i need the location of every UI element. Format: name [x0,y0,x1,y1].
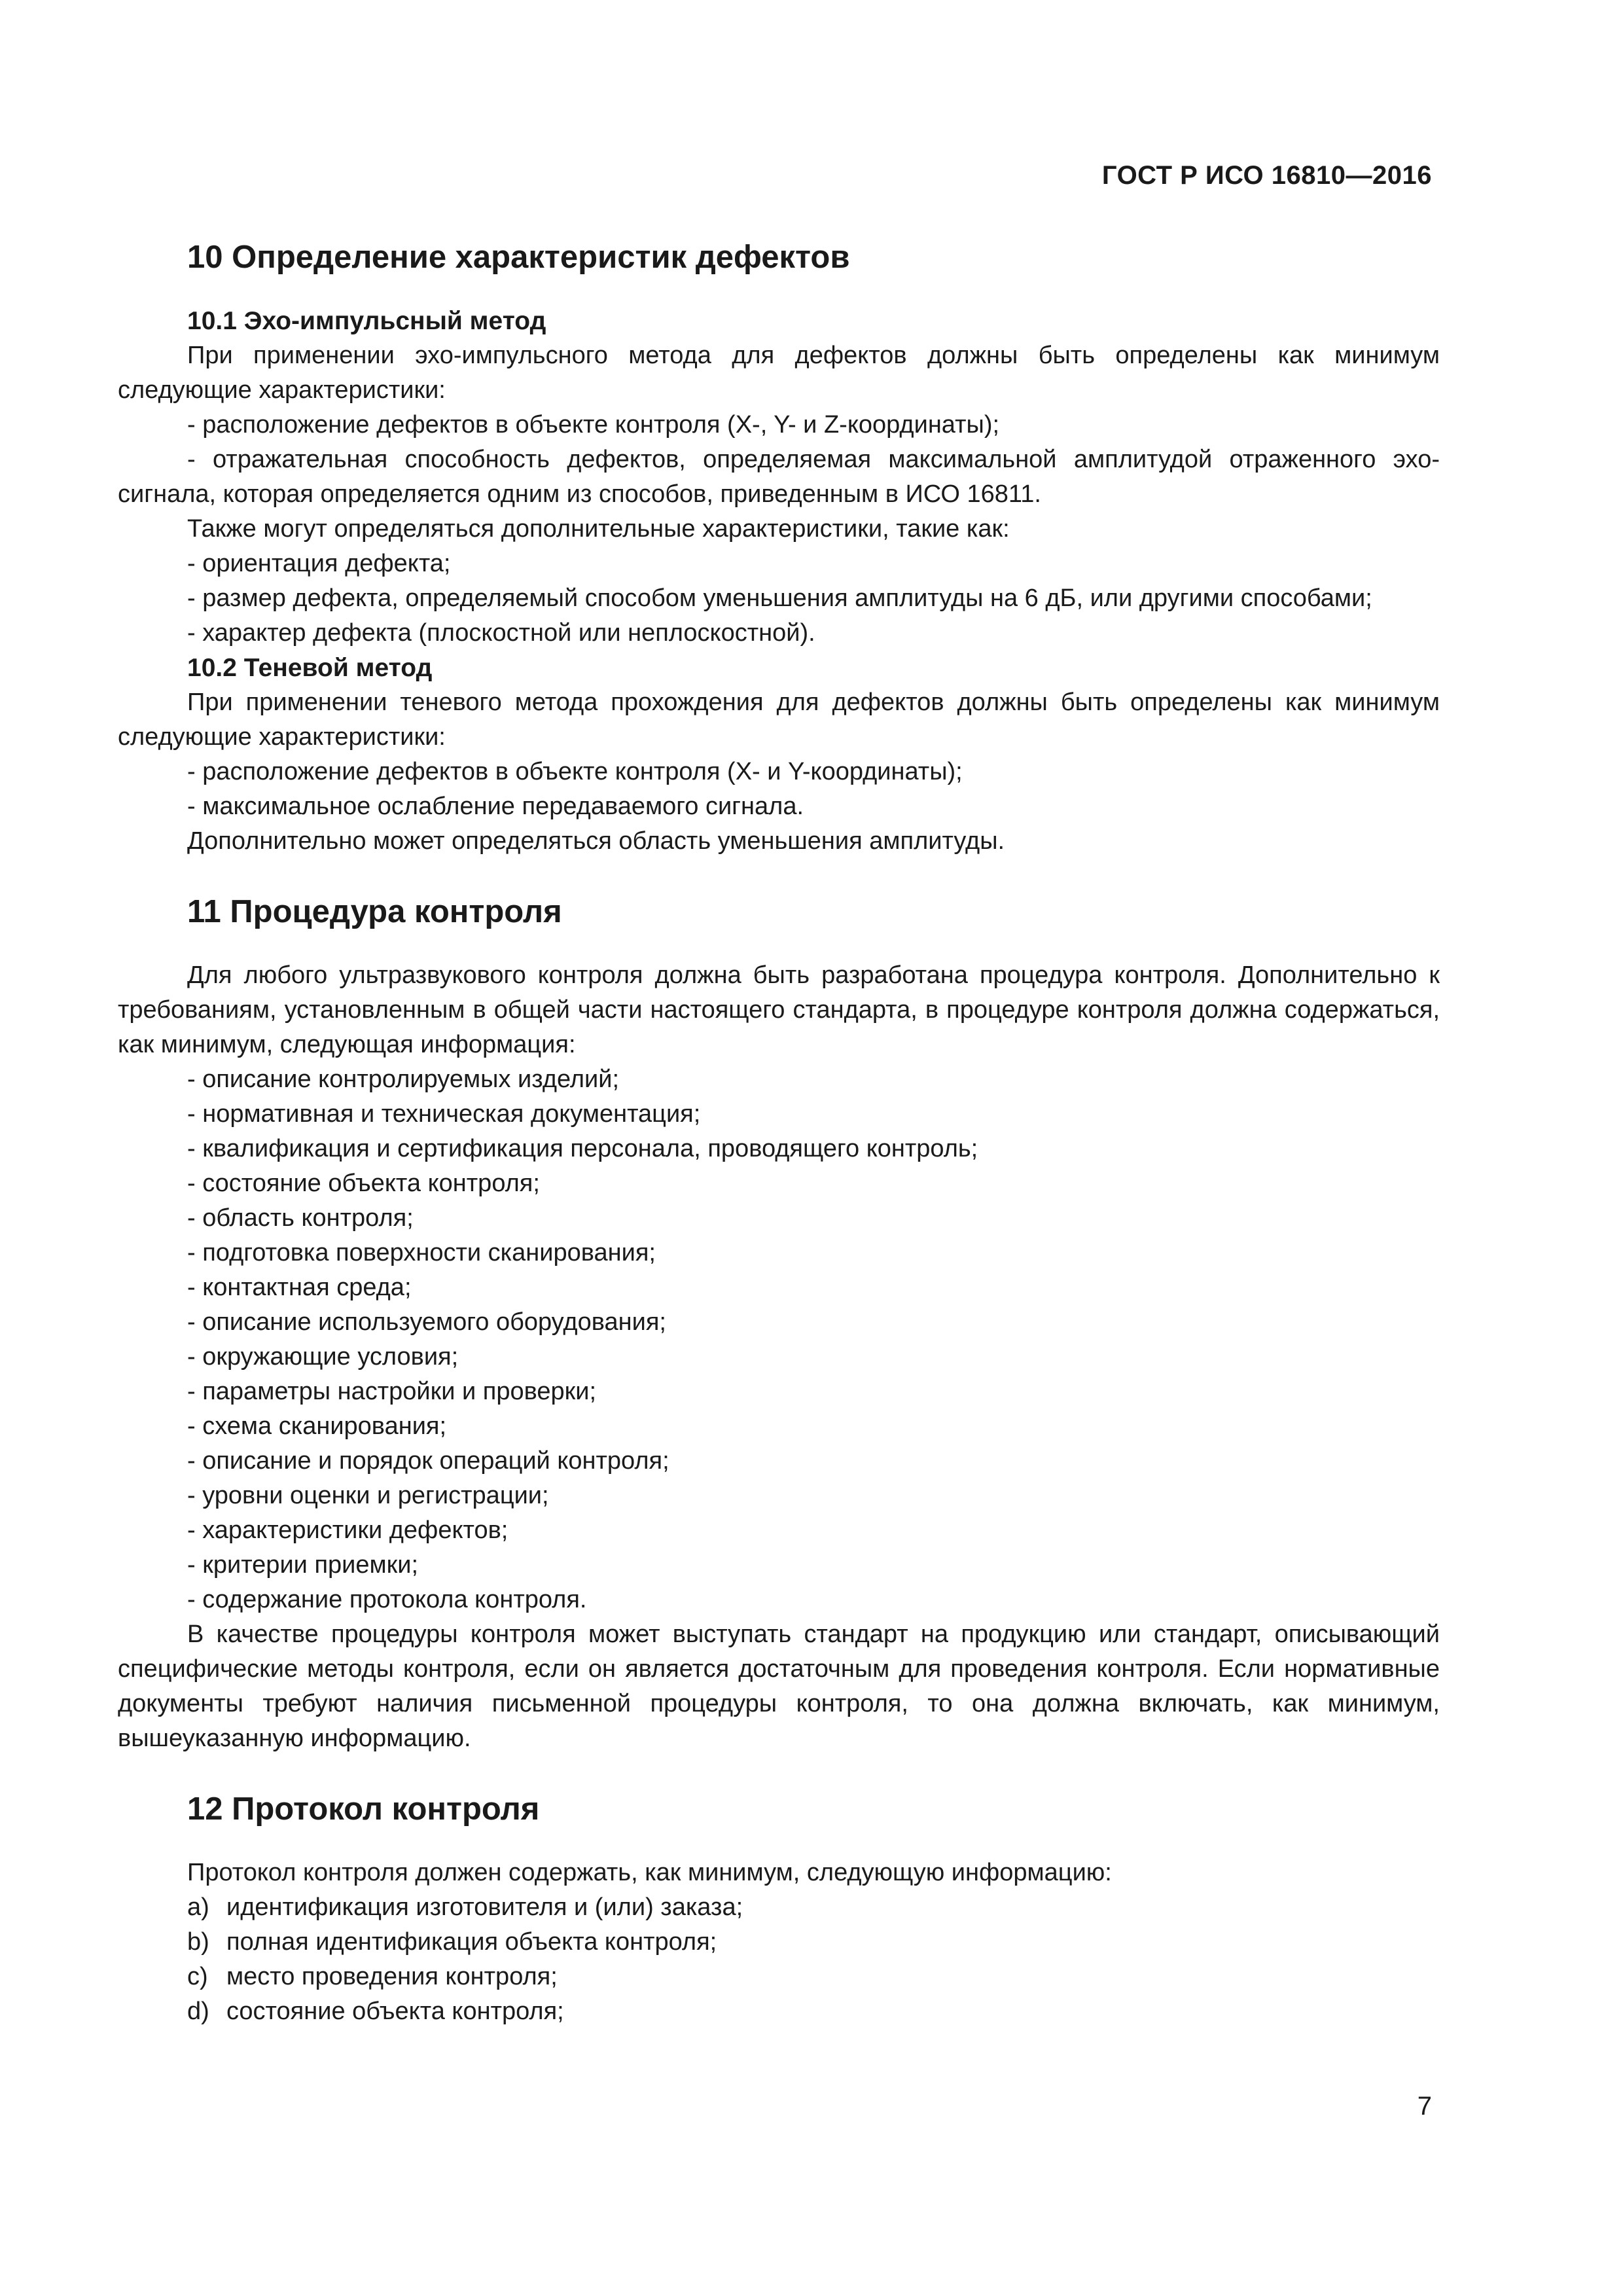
list-item [187,1890,1440,1925]
section-11-intro: Для любого ультразвукового контроля должна быть разработана процедура контроля. Дополнительно к требованиям, установленным в общей части настоящего стандарта, в процедуре контроля должна содержаться, как минимум, следующая информация: [118,961,1440,1058]
document-body [118,229,1440,2029]
subsection-10-1-intro: При применении эхо-импульсного метода для дефектов должны быть определены как минимум следующие характеристики: [118,342,1440,404]
list-item: - максимальное ослабление передаваемого сигнала. [187,793,804,820]
list-item: - характер дефекта (плоскостной или неплоскостной). [187,619,815,647]
list-item [187,1925,1440,1960]
section-10-title: 10 Определение характеристик дефектов [187,240,850,275]
list-item: - окружающие условия; [187,1343,459,1371]
subsection-10-2-title: 10.2 Теневой метод [187,654,433,682]
list-item-text: состояние объекта контроля; [226,1998,564,2025]
list-item [187,1994,1440,2029]
list-item: - уровни оценки и регистрации; [187,1482,549,1509]
page-number: 7 [1417,2092,1432,2121]
section-11-closing: В качестве процедуры контроля может выступать стандарт на продукцию или стандарт, описывающий специфические методы контроля, если он является достаточным для проведения контроля. Если нормативные документы требуют наличия письменной процедуры контроля, то она должна включать, как минимум, вышеуказанную информацию. [118,1621,1440,1752]
list-item-letter: b) [187,1928,209,1956]
list-item: - квалификация и сертификация персонала, проводящего контроль; [187,1135,978,1162]
list-item: - область контроля; [187,1204,414,1232]
list-item: - критерии приемки; [187,1551,419,1579]
subsection-10-1-title: 10.1 Эхо-импульсный метод [187,307,546,335]
section-12-intro: Протокол контроля должен содержать, как минимум, следующую информацию: [187,1859,1112,1886]
list-item: - ориентация дефекта; [187,550,451,577]
section-11-title: 11 Процедура контроля [187,894,562,929]
subsection-10-2-extra: Дополнительно может определяться область уменьшения амплитуды. [187,827,1005,855]
list-item: - отражательная способность дефектов, определяемая максимальной амплитудой отраженного эхо-сигнала, которая определяется одним из способов, приведенным в ИСО 16811. [118,446,1440,508]
subsection-10-1-extra-intro: Также могут определяться дополнительные характеристики, такие как: [187,515,1010,543]
list-item: - размер дефекта, определяемый способом уменьшения амплитуды на 6 дБ, или другими способами; [187,584,1372,612]
list-item: - подготовка поверхности сканирования; [187,1239,656,1266]
list-item-letter: a) [187,1893,209,1921]
list-item: - контактная среда; [187,1274,412,1301]
list-item-text: идентификация изготовителя и (или) заказа; [226,1893,743,1921]
list-item: - характеристики дефектов; [187,1516,508,1544]
section-12-title: 12 Протокол контроля [187,1791,540,1827]
list-item: - содержание протокола контроля. [187,1586,587,1613]
document-code-header: ГОСТ Р ИСО 16810—2016 [1101,161,1432,190]
list-item [187,1960,1440,1994]
list-item: - описание и порядок операций контроля; [187,1447,669,1475]
list-item-letter: c) [187,1963,208,1990]
list-item: - расположение дефектов в объекте контроля (X-, Y- и Z-координаты); [187,411,1000,439]
list-item: - нормативная и техническая документация; [187,1100,701,1128]
list-item: - состояние объекта контроля; [187,1170,540,1197]
list-item: - описание контролируемых изделий; [187,1066,620,1093]
list-item-text: полная идентификация объекта контроля; [226,1928,717,1956]
subsection-10-2-intro: При применении теневого метода прохождения для дефектов должны быть определены как минимум следующие характеристики: [118,689,1440,751]
list-item: - описание используемого оборудования; [187,1308,666,1336]
list-item: - схема сканирования; [187,1412,447,1440]
list-item: - параметры настройки и проверки; [187,1378,597,1405]
list-item: - расположение дефектов в объекте контроля (X- и Y-координаты); [187,758,963,785]
list-item-text: место проведения контроля; [226,1963,558,1990]
list-item-letter: d) [187,1998,209,2025]
